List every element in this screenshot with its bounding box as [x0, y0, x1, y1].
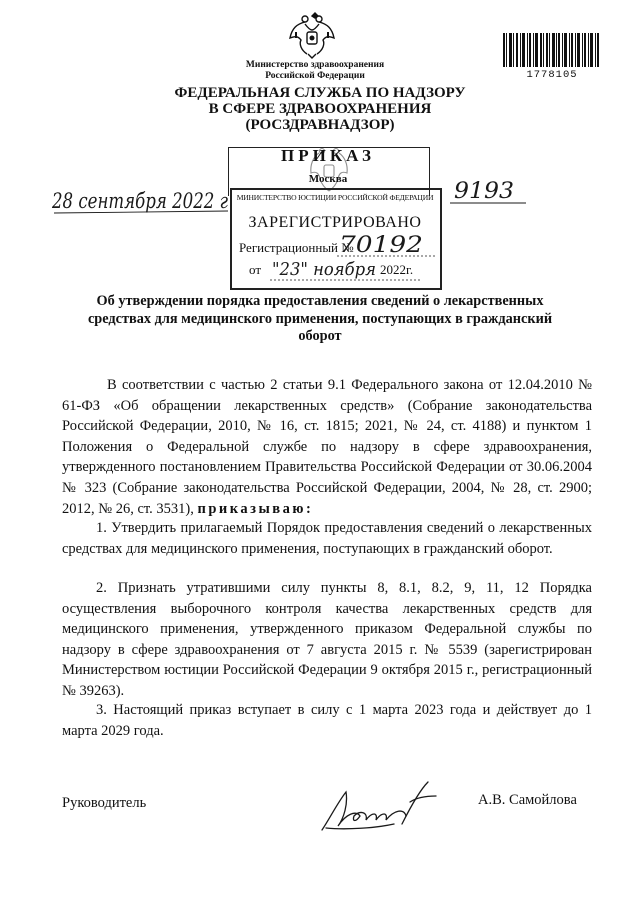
agency-line-3: (РОСЗДРАВНАДЗОР)	[245, 117, 395, 133]
paragraph-item-2: 2. Признать утратившими силу пункты 8, 8.1, 8.2, 9, 11, 12 Порядка осуществления выборочного контроля качества лекарственных средств для медицинского применения, утвержденного приказом Федеральной службы по надзору в сфере здравоохранения от 7 августа 2015 г. № 5539 (зарегистрирован Министерством юстиции Российской Федерации 9 октября 2015 г., регистрационный № 39263).	[62, 580, 592, 699]
stamp-date-year: 2022г.	[380, 262, 414, 277]
order-type: ПРИКАЗ	[281, 146, 375, 165]
stamp-date-text: "23" ноября	[272, 259, 376, 280]
barcode	[503, 33, 599, 67]
handwritten-date	[52, 182, 232, 218]
signer-name: А.В. Самойлова	[478, 792, 577, 808]
handwritten-signature	[316, 774, 442, 840]
agency-line-1: ФЕДЕРАЛЬНАЯ СЛУЖБА ПО НАДЗОРУ	[174, 85, 466, 101]
ministry-line-2: Российской Федерации	[265, 71, 365, 81]
stamp-ministry: МИНИСТЕРСТВО ЮСТИЦИИ РОССИЙСКОЙ ФЕДЕРАЦИИ	[236, 193, 434, 202]
handwritten-date-text: 28 сентября 2022 г	[51, 189, 229, 213]
ministry-name	[200, 60, 430, 82]
handwritten-order-number-text: 9193	[454, 179, 514, 204]
preamble-text: В соответствии с частью 2 статьи 9.1 Федерального закона от 12.04.2010 № 61-ФЗ «Об обращении лекарственных средств» (Собрание законодательства Российской Федерации, 2010, № 16, ст. 1815; 2021, № 24, ст. 4188) и пунктом 1 Положения о Федеральной службе по надзору в сфере здравоохранения, утвержденного постановлением Правительства Российской Федерации от 30.06.2004 № 323 (Собрание законодательства Российской Федерации, 2004, № 28, ст. 2900; 2012, № 26, ст. 3531),	[62, 377, 592, 517]
stamp-date-prefix: от	[249, 262, 262, 277]
ministry-line-1: Министерство здравоохранения	[245, 60, 385, 70]
agency-name	[120, 85, 520, 133]
handwritten-order-number	[450, 174, 528, 208]
paragraph-item-1: 1. Утвердить прилагаемый Порядок предоставления сведений о лекарственных средствах для медицинского применения, поступающих в гражданский оборот.	[62, 520, 592, 557]
barcode-number: 1778105	[526, 69, 578, 81]
stamp-status: ЗАРЕГИСТРИРОВАНО	[248, 214, 422, 231]
paragraph-preamble	[62, 375, 592, 519]
signer-title: Руководитель	[62, 795, 147, 811]
title-line-3: оборот	[298, 328, 342, 344]
title-line-2: средствах для медицинского применения, поступающих в гражданский	[87, 310, 553, 327]
agency-line-2: В СФЕРЕ ЗДРАВООХРАНЕНИЯ	[208, 101, 432, 117]
order-word: приказываю:	[197, 500, 314, 517]
stamp-reg-label: Регистрационный №	[239, 240, 354, 255]
paragraph-item-3: 3. Настоящий приказ вступает в силу с 1 марта 2023 года и действует до 1 марта 2029 года.	[62, 702, 592, 739]
stamp-reg-number-text: 70192	[339, 233, 423, 258]
coat-of-arms-emblem	[287, 10, 337, 60]
title-line-1: Об утверждении порядка предоставления сведений о лекарственных	[96, 293, 544, 309]
document-title	[75, 293, 565, 346]
order-city: Москва	[308, 173, 348, 185]
